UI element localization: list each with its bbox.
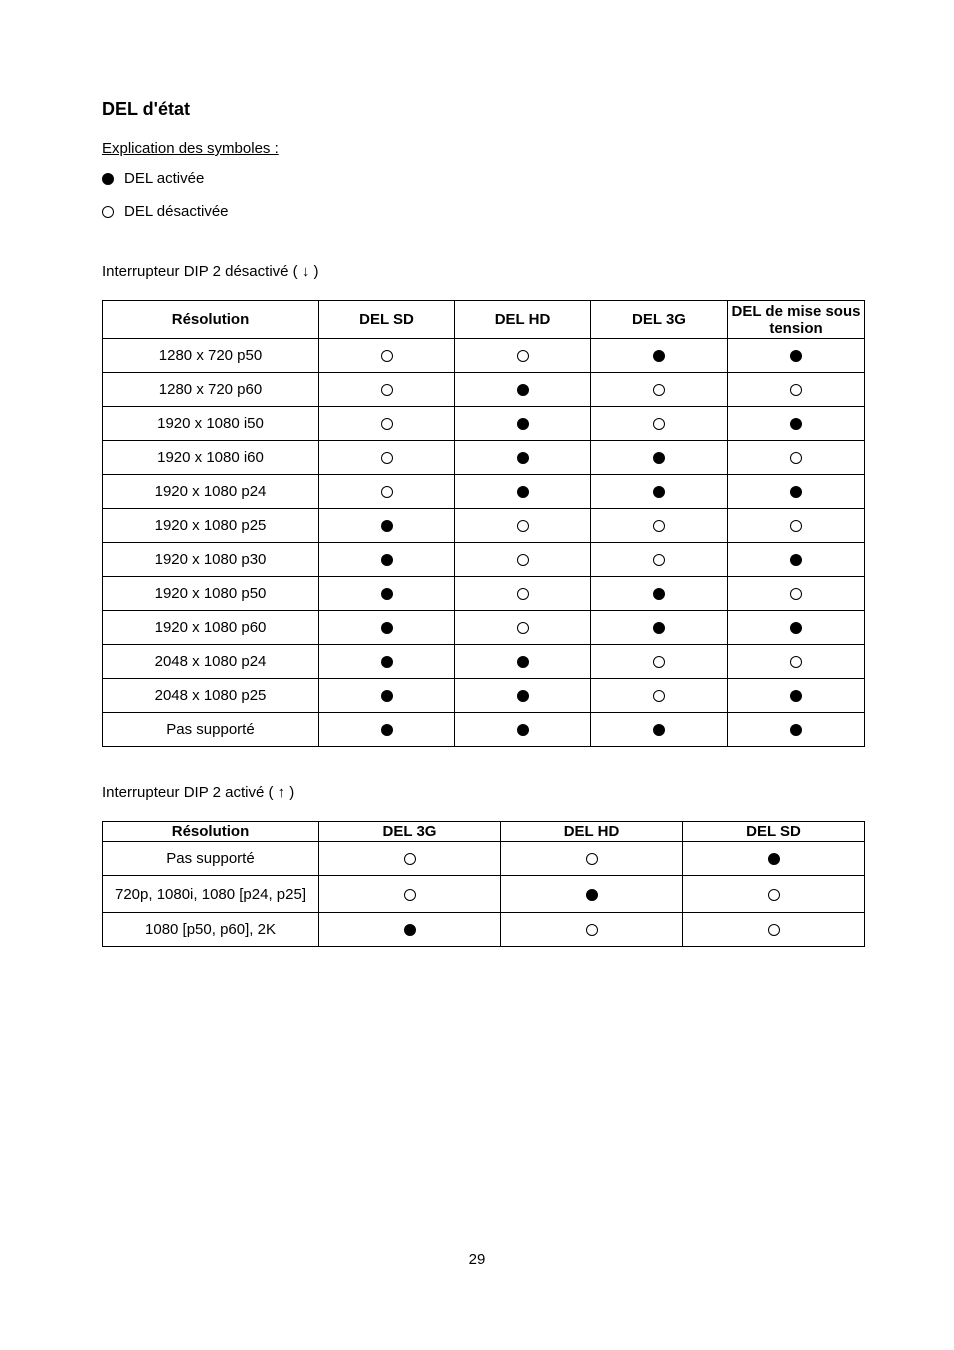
- led-state-cell: [591, 611, 728, 645]
- led-state-cell: [591, 713, 728, 747]
- led-state-cell: [728, 645, 865, 679]
- filled-circle-icon: [653, 588, 665, 600]
- led-state-cell: [728, 577, 865, 611]
- filled-circle-icon: [381, 588, 393, 600]
- table-row: [103, 339, 865, 373]
- led-state-cell: [591, 577, 728, 611]
- resolution-cell: 1920 x 1080 i60: [103, 441, 319, 475]
- resolution-cell: 1920 x 1080 p60: [103, 611, 319, 645]
- empty-circle-icon: [381, 418, 393, 430]
- resolution-cell: Pas supporté: [103, 713, 319, 747]
- led-state-cell: [319, 913, 501, 947]
- empty-circle-icon: [768, 924, 780, 936]
- empty-circle-icon: [381, 452, 393, 464]
- led-state-cell: [591, 645, 728, 679]
- led-state-cell: [683, 876, 865, 913]
- empty-circle-icon: [404, 853, 416, 865]
- filled-circle-icon: [653, 724, 665, 736]
- filled-circle-icon: [381, 724, 393, 736]
- legend-on: [102, 170, 204, 187]
- filled-circle-icon: [517, 486, 529, 498]
- table-row: [103, 611, 865, 645]
- column-header: DEL de mise sous tension: [728, 301, 865, 339]
- led-state-cell: [319, 339, 455, 373]
- led-state-cell: [591, 441, 728, 475]
- filled-circle-icon: [517, 418, 529, 430]
- filled-circle-icon: [102, 170, 119, 187]
- led-state-cell: [591, 339, 728, 373]
- empty-circle-icon: [517, 588, 529, 600]
- led-state-cell: [455, 441, 591, 475]
- column-header: Résolution: [103, 301, 319, 339]
- table-row: [103, 475, 865, 509]
- empty-circle-icon: [790, 588, 802, 600]
- empty-circle-icon: [517, 622, 529, 634]
- filled-circle-icon: [381, 520, 393, 532]
- empty-circle-icon: [653, 520, 665, 532]
- led-state-cell: [455, 475, 591, 509]
- led-state-cell: [455, 645, 591, 679]
- resolution-cell: 1280 x 720 p60: [103, 373, 319, 407]
- table-row: [103, 842, 865, 876]
- led-state-cell: [455, 373, 591, 407]
- legend-heading: Explication des symboles :: [102, 140, 279, 157]
- empty-circle-icon: [653, 384, 665, 396]
- led-state-cell: [319, 407, 455, 441]
- empty-circle-icon: [653, 690, 665, 702]
- led-state-cell: [319, 509, 455, 543]
- led-state-cell: [319, 713, 455, 747]
- led-state-cell: [319, 645, 455, 679]
- empty-circle-icon: [653, 418, 665, 430]
- resolution-cell: Pas supporté: [103, 842, 319, 876]
- table1-caption: Interrupteur DIP 2 désactivé ( ↓ ): [102, 263, 319, 280]
- column-header: DEL 3G: [591, 301, 728, 339]
- empty-circle-icon: [586, 924, 598, 936]
- led-state-cell: [319, 679, 455, 713]
- filled-circle-icon: [586, 889, 598, 901]
- resolution-cell: 1920 x 1080 p24: [103, 475, 319, 509]
- led-state-cell: [728, 543, 865, 577]
- empty-circle-icon: [517, 520, 529, 532]
- led-state-cell: [319, 876, 501, 913]
- led-state-cell: [728, 713, 865, 747]
- resolution-cell: 720p, 1080i, 1080 [p24, p25]: [103, 876, 319, 913]
- legend-off-label: DEL désactivée: [124, 203, 229, 220]
- empty-circle-icon: [404, 889, 416, 901]
- led-state-cell: [319, 842, 501, 876]
- empty-circle-icon: [586, 853, 598, 865]
- led-state-cell: [319, 475, 455, 509]
- filled-circle-icon: [381, 690, 393, 702]
- column-header: DEL SD: [319, 301, 455, 339]
- legend-off: [102, 203, 229, 220]
- led-state-cell: [728, 611, 865, 645]
- led-state-cell: [319, 611, 455, 645]
- table-row: [103, 713, 865, 747]
- column-header: DEL HD: [501, 822, 683, 842]
- resolution-cell: 1920 x 1080 i50: [103, 407, 319, 441]
- led-state-cell: [591, 373, 728, 407]
- led-state-cell: [683, 913, 865, 947]
- led-state-cell: [728, 509, 865, 543]
- legend-on-label: DEL activée: [124, 170, 205, 187]
- led-state-cell: [455, 577, 591, 611]
- table-row: [103, 679, 865, 713]
- led-state-cell: [501, 876, 683, 913]
- table-row: [103, 913, 865, 947]
- table-row: [103, 645, 865, 679]
- filled-circle-icon: [790, 554, 802, 566]
- filled-circle-icon: [381, 656, 393, 668]
- led-state-cell: [728, 339, 865, 373]
- led-state-cell: [591, 543, 728, 577]
- resolution-cell: 1920 x 1080 p30: [103, 543, 319, 577]
- led-state-cell: [728, 373, 865, 407]
- filled-circle-icon: [517, 690, 529, 702]
- led-state-cell: [501, 913, 683, 947]
- page-number: 29: [468, 1251, 486, 1268]
- filled-circle-icon: [381, 554, 393, 566]
- filled-circle-icon: [517, 724, 529, 736]
- led-state-cell: [455, 543, 591, 577]
- section-title: DEL d'état: [102, 99, 190, 119]
- empty-circle-icon: [790, 520, 802, 532]
- resolution-cell: 1280 x 720 p50: [103, 339, 319, 373]
- led-state-cell: [728, 475, 865, 509]
- filled-circle-icon: [768, 853, 780, 865]
- empty-circle-icon: [517, 554, 529, 566]
- table-row: [103, 509, 865, 543]
- resolution-cell: 1920 x 1080 p25: [103, 509, 319, 543]
- empty-circle-icon: [381, 350, 393, 362]
- led-state-cell: [591, 475, 728, 509]
- table-row: [103, 876, 865, 913]
- empty-circle-icon: [790, 452, 802, 464]
- filled-circle-icon: [517, 656, 529, 668]
- column-header: DEL HD: [455, 301, 591, 339]
- dip-off-table: [102, 300, 865, 747]
- resolution-cell: 2048 x 1080 p24: [103, 645, 319, 679]
- resolution-cell: 1080 [p50, p60], 2K: [103, 913, 319, 947]
- led-state-cell: [319, 373, 455, 407]
- column-header: DEL 3G: [319, 822, 501, 842]
- filled-circle-icon: [790, 622, 802, 634]
- empty-circle-icon: [517, 350, 529, 362]
- filled-circle-icon: [790, 724, 802, 736]
- led-state-cell: [591, 509, 728, 543]
- led-state-cell: [319, 441, 455, 475]
- filled-circle-icon: [653, 486, 665, 498]
- led-state-cell: [455, 407, 591, 441]
- resolution-cell: 2048 x 1080 p25: [103, 679, 319, 713]
- empty-circle-icon: [653, 554, 665, 566]
- empty-circle-icon: [381, 384, 393, 396]
- filled-circle-icon: [790, 486, 802, 498]
- table-row: [103, 543, 865, 577]
- filled-circle-icon: [381, 622, 393, 634]
- filled-circle-icon: [790, 350, 802, 362]
- led-state-cell: [455, 611, 591, 645]
- led-state-cell: [319, 577, 455, 611]
- empty-circle-icon: [102, 203, 119, 220]
- led-state-cell: [455, 713, 591, 747]
- column-header: DEL SD: [683, 822, 865, 842]
- filled-circle-icon: [790, 418, 802, 430]
- filled-circle-icon: [653, 350, 665, 362]
- empty-circle-icon: [381, 486, 393, 498]
- led-state-cell: [455, 339, 591, 373]
- led-state-cell: [591, 407, 728, 441]
- table2-caption: Interrupteur DIP 2 activé ( ↑ ): [102, 784, 295, 801]
- table-row: [103, 441, 865, 475]
- filled-circle-icon: [404, 924, 416, 936]
- led-state-cell: [455, 679, 591, 713]
- filled-circle-icon: [517, 452, 529, 464]
- filled-circle-icon: [517, 384, 529, 396]
- table-row: [103, 407, 865, 441]
- led-state-cell: [728, 407, 865, 441]
- empty-circle-icon: [653, 656, 665, 668]
- column-header: Résolution: [103, 822, 319, 842]
- dip-on-table: [102, 821, 865, 947]
- filled-circle-icon: [653, 622, 665, 634]
- led-state-cell: [319, 543, 455, 577]
- led-state-cell: [501, 842, 683, 876]
- empty-circle-icon: [790, 656, 802, 668]
- empty-circle-icon: [768, 889, 780, 901]
- table-row: [103, 373, 865, 407]
- filled-circle-icon: [653, 452, 665, 464]
- led-state-cell: [683, 842, 865, 876]
- led-state-cell: [728, 441, 865, 475]
- filled-circle-icon: [790, 690, 802, 702]
- led-state-cell: [591, 679, 728, 713]
- led-state-cell: [728, 679, 865, 713]
- table-row: [103, 577, 865, 611]
- empty-circle-icon: [790, 384, 802, 396]
- resolution-cell: 1920 x 1080 p50: [103, 577, 319, 611]
- led-state-cell: [455, 509, 591, 543]
